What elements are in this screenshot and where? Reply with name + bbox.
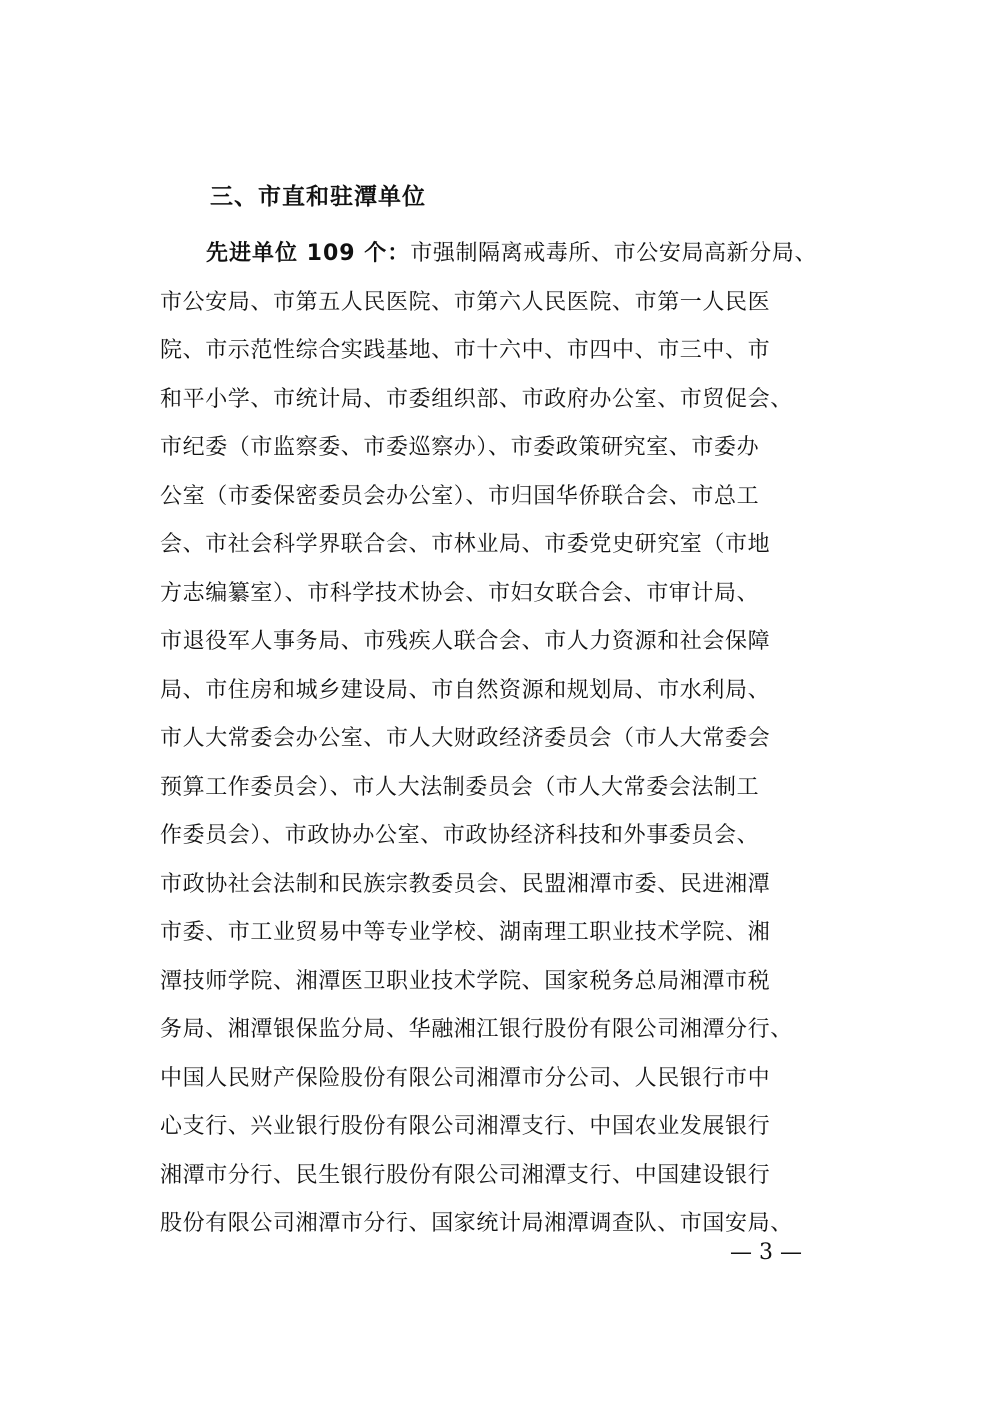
body-line: 中国人民财产保险股份有限公司湘潭市分公司、人民银行市中	[160, 1065, 771, 1091]
lead-label: 先进单位 109 个：	[206, 241, 411, 266]
body-line-text: 市强制隔离戒毒所、市公安局高新分局、	[410, 241, 818, 266]
body-line: 股份有限公司湘潭市分行、国家统计局湘潭调查队、市国安局、	[160, 1211, 793, 1236]
section-heading: 三、市直和驻潭单位	[210, 184, 426, 210]
body-line: 市委、市工业贸易中等专业学校、湖南理工职业技术学院、湘	[160, 920, 771, 945]
body-line: 作委员会）、市政协办公室、市政协经济科技和外事委员会、	[160, 823, 760, 848]
body-line: 市退役军人事务局、市残疾人联合会、市人力资源和社会保障	[160, 629, 771, 654]
body-line: 市政协社会法制和民族宗教委员会、民盟湘潭市委、民进湘潭	[160, 871, 771, 897]
page-number: — 3 —	[730, 1240, 802, 1265]
body-line: 市公安局、市第五人民医院、市第六人民医院、市第一人民医	[160, 289, 771, 315]
body-line: 公室（市委保密委员会办公室）、市归国华侨联合会、市总工	[160, 483, 760, 509]
body-line: 局、市住房和城乡建设局、市自然资源和规划局、市水利局、	[160, 677, 771, 703]
body-line: 方志编纂室）、市科学技术协会、市妇女联合会、市审计局、	[160, 580, 760, 606]
body-line: 院、市示范性综合实践基地、市十六中、市四中、市三中、市	[160, 338, 771, 363]
body-line: 市人大常委会办公室、市人大财政经济委员会（市人大常委会	[160, 726, 771, 751]
body-line: 市纪委（市监察委、市委巡察办）、市委政策研究室、市委办	[160, 435, 760, 460]
body-line	[160, 230, 850, 279]
body-line: 湘潭市分行、民生银行股份有限公司湘潭支行、中国建设银行	[160, 1162, 771, 1188]
body-line: 务局、湘潭银保监分局、华融湘江银行股份有限公司湘潭分行、	[160, 1017, 793, 1042]
body-line: 会、市社会科学界联合会、市林业局、市委党史研究室（市地	[160, 532, 771, 557]
body-text	[160, 230, 850, 1249]
body-line: 心支行、兴业银行股份有限公司湘潭支行、中国农业发展银行	[160, 1114, 771, 1139]
body-line: 和平小学、市统计局、市委组织部、市政府办公室、市贸促会、	[160, 386, 793, 412]
body-line: 潭技师学院、湘潭医卫职业技术学院、国家税务总局湘潭市税	[160, 968, 771, 994]
body-line: 预算工作委员会）、市人大法制委员会（市人大常委会法制工	[160, 774, 760, 800]
